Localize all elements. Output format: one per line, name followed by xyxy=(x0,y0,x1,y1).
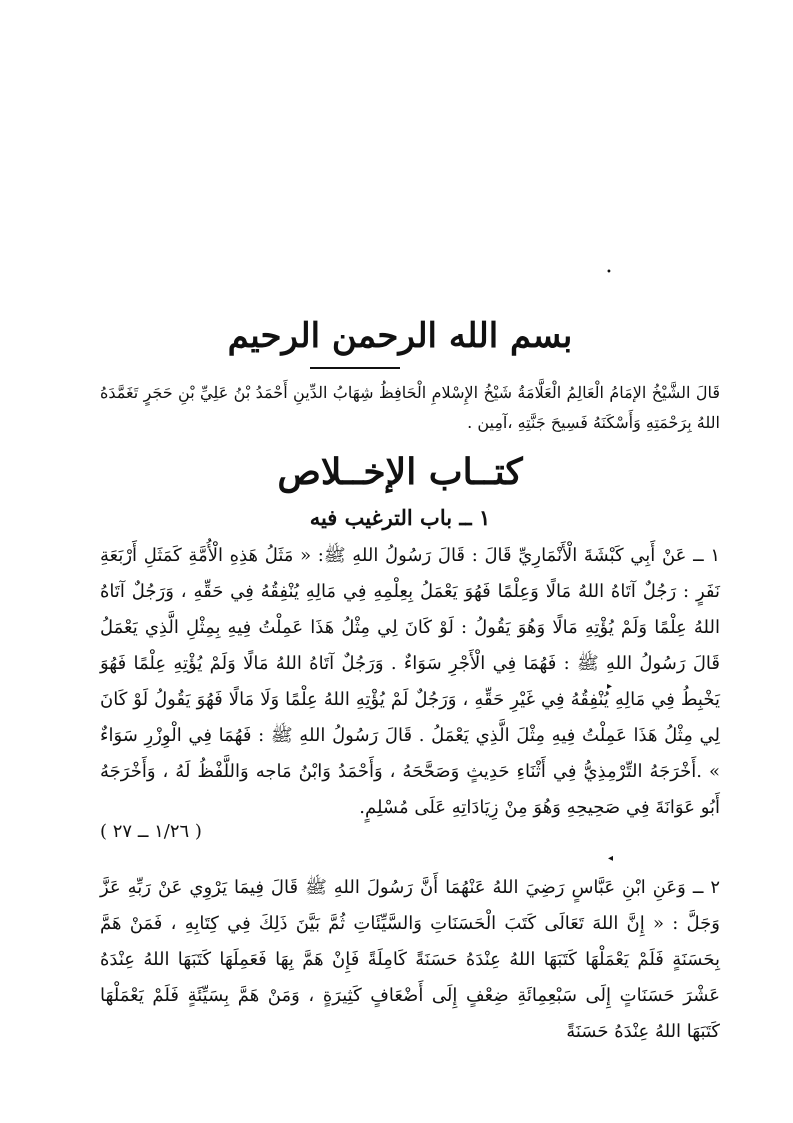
margin-mark: • xyxy=(606,267,612,278)
basmala-heading: بسم الله الرحمن الرحيم xyxy=(227,316,573,356)
margin-mark: ◂ xyxy=(608,853,614,864)
margin-mark: ▸ xyxy=(607,681,613,692)
heading-rule xyxy=(310,367,400,369)
hadith-1-reference-row xyxy=(100,818,720,846)
hadith-1-reference: ( ١/٢٦ ــ ٢٧ ) xyxy=(100,821,202,842)
book-title: كتــاب الإخــلاص xyxy=(277,451,523,493)
hadith-1-paragraph: ١ ــ عَنْ أَبِي كَبْشَةَ الْأَنْمَارِيِّ قَالَ : قَالَ رَسُولُ اللهِ ﷺ: « مَثَلُ هَذِهِ الْأُمَّةِ كَمَثَلِ أَرْبَعَةِ نَفَرٍ : رَجُلٌ آتَاهُ اللهُ مَالًا وَعِلْمًا فَهُوَ يَعْمَلُ بِعِلْمِهِ فِي مَالِهِ يُنْفِقُهُ فِي حَقِّهِ ، وَرَجُلٌ آتَاهُ اللهُ عِلْمًا وَلَمْ يُؤْتِهِ مَالًا وَهُوَ يَقُولُ : لَوْ كَانَ لِي مِثْلُ هَذَا عَمِلْتُ فِيهِ بِمِثْلِ الَّذِي يَعْمَلُ قَالَ رَسُولُ اللهِ ﷺ : فَهُمَا فِي الْأَجْرِ سَوَاءٌ . وَرَجُلٌ آتَاهُ اللهُ مَالًا وَلَمْ يُؤْتِهِ عِلْمًا فَهُوَ يَخْبِطُ فِي مَالِهِ يُنْفِقُهُ فِي غَيْرِ حَقِّهِ ، وَرَجُلٌ لَمْ يُؤْتِهِ اللهُ عِلْمًا وَلَا مَالًا فَهُوَ يَقُولُ لَوْ كَانَ لِي مِثْلُ هَذَا عَمِلْتُ فِيهِ مِثْلَ الَّذِي يَعْمَلُ . قَالَ رَسُولُ اللهِ ﷺ : فَهُمَا فِي الْوِزْرِ سَوَاءٌ » .أَخْرَجَهُ التِّرْمِذِيُّ فِي أَثْنَاءِ حَدِيثٍ وَصَحَّحَهُ ، وَأَحْمَدُ وَابْنُ مَاجه وَاللَّفْظُ لَهُ ، وَأَخْرَجَهُ أَبُو عَوَانَةَ فِي صَحِيحِهِ وَهُوَ مِنْ زِيَادَاتِهِ عَلَى مُسْلِمٍ. xyxy=(100,545,720,818)
intro-paragraph: قَالَ الشَّيْخُ الإمَامُ الْعَالِمُ الْعَلَّامَةُ شَيْخُ الإِسْلامِ الْحَافِظُ شِهَابُ الدِّينِ أَحْمَدُ بْنُ عَلِيِّ بْنِ حَجَرٍ تَغَمَّدَهُ اللهُ بِرَحْمَتِهِ وَأَسْكَنَهُ فَسِيحَ جَنَّتِهِ ،آمِين . xyxy=(100,383,720,432)
chapter-title: ١ ــ باب الترغيب فيه xyxy=(309,505,491,530)
hadith-2-paragraph: ٢ ــ وَعَنِ ابْنِ عَبَّاسٍ رَضِيَ اللهُ عَنْهُمَا أَنَّ رَسُولَ اللهِ ﷺ قَالَ فِيمَا يَرْوِي عَنْ رَبِّهِ عَزَّ وَجَلَّ : « إِنَّ اللهَ تَعَالَى كَتَبَ الْحَسَنَاتِ وَالسَّيِّئَاتِ ثُمَّ بَيَّنَ ذَلِكَ فِي كِتَابِهِ ، فَمَنْ هَمَّ بِحَسَنَةٍ فَلَمْ يَعْمَلْهَا كَتَبَهَا اللهُ عِنْدَهُ حَسَنَةً كَامِلَةً فَإِنْ هَمَّ بِهَا فَعَمِلَهَا كَتَبَهَا اللهُ عِنْدَهُ عَشْرَ حَسَنَاتٍ إِلَى سَبْعِمِائَةِ ضِعْفٍ إِلَى أَضْعَافٍ كَثِيرَةٍ ، وَمَنْ هَمَّ بِسَيِّئَةٍ فَلَمْ يَعْمَلْهَا كَتَبَهَا اللهُ عِنْدَهُ حَسَنَةً xyxy=(100,877,720,1042)
